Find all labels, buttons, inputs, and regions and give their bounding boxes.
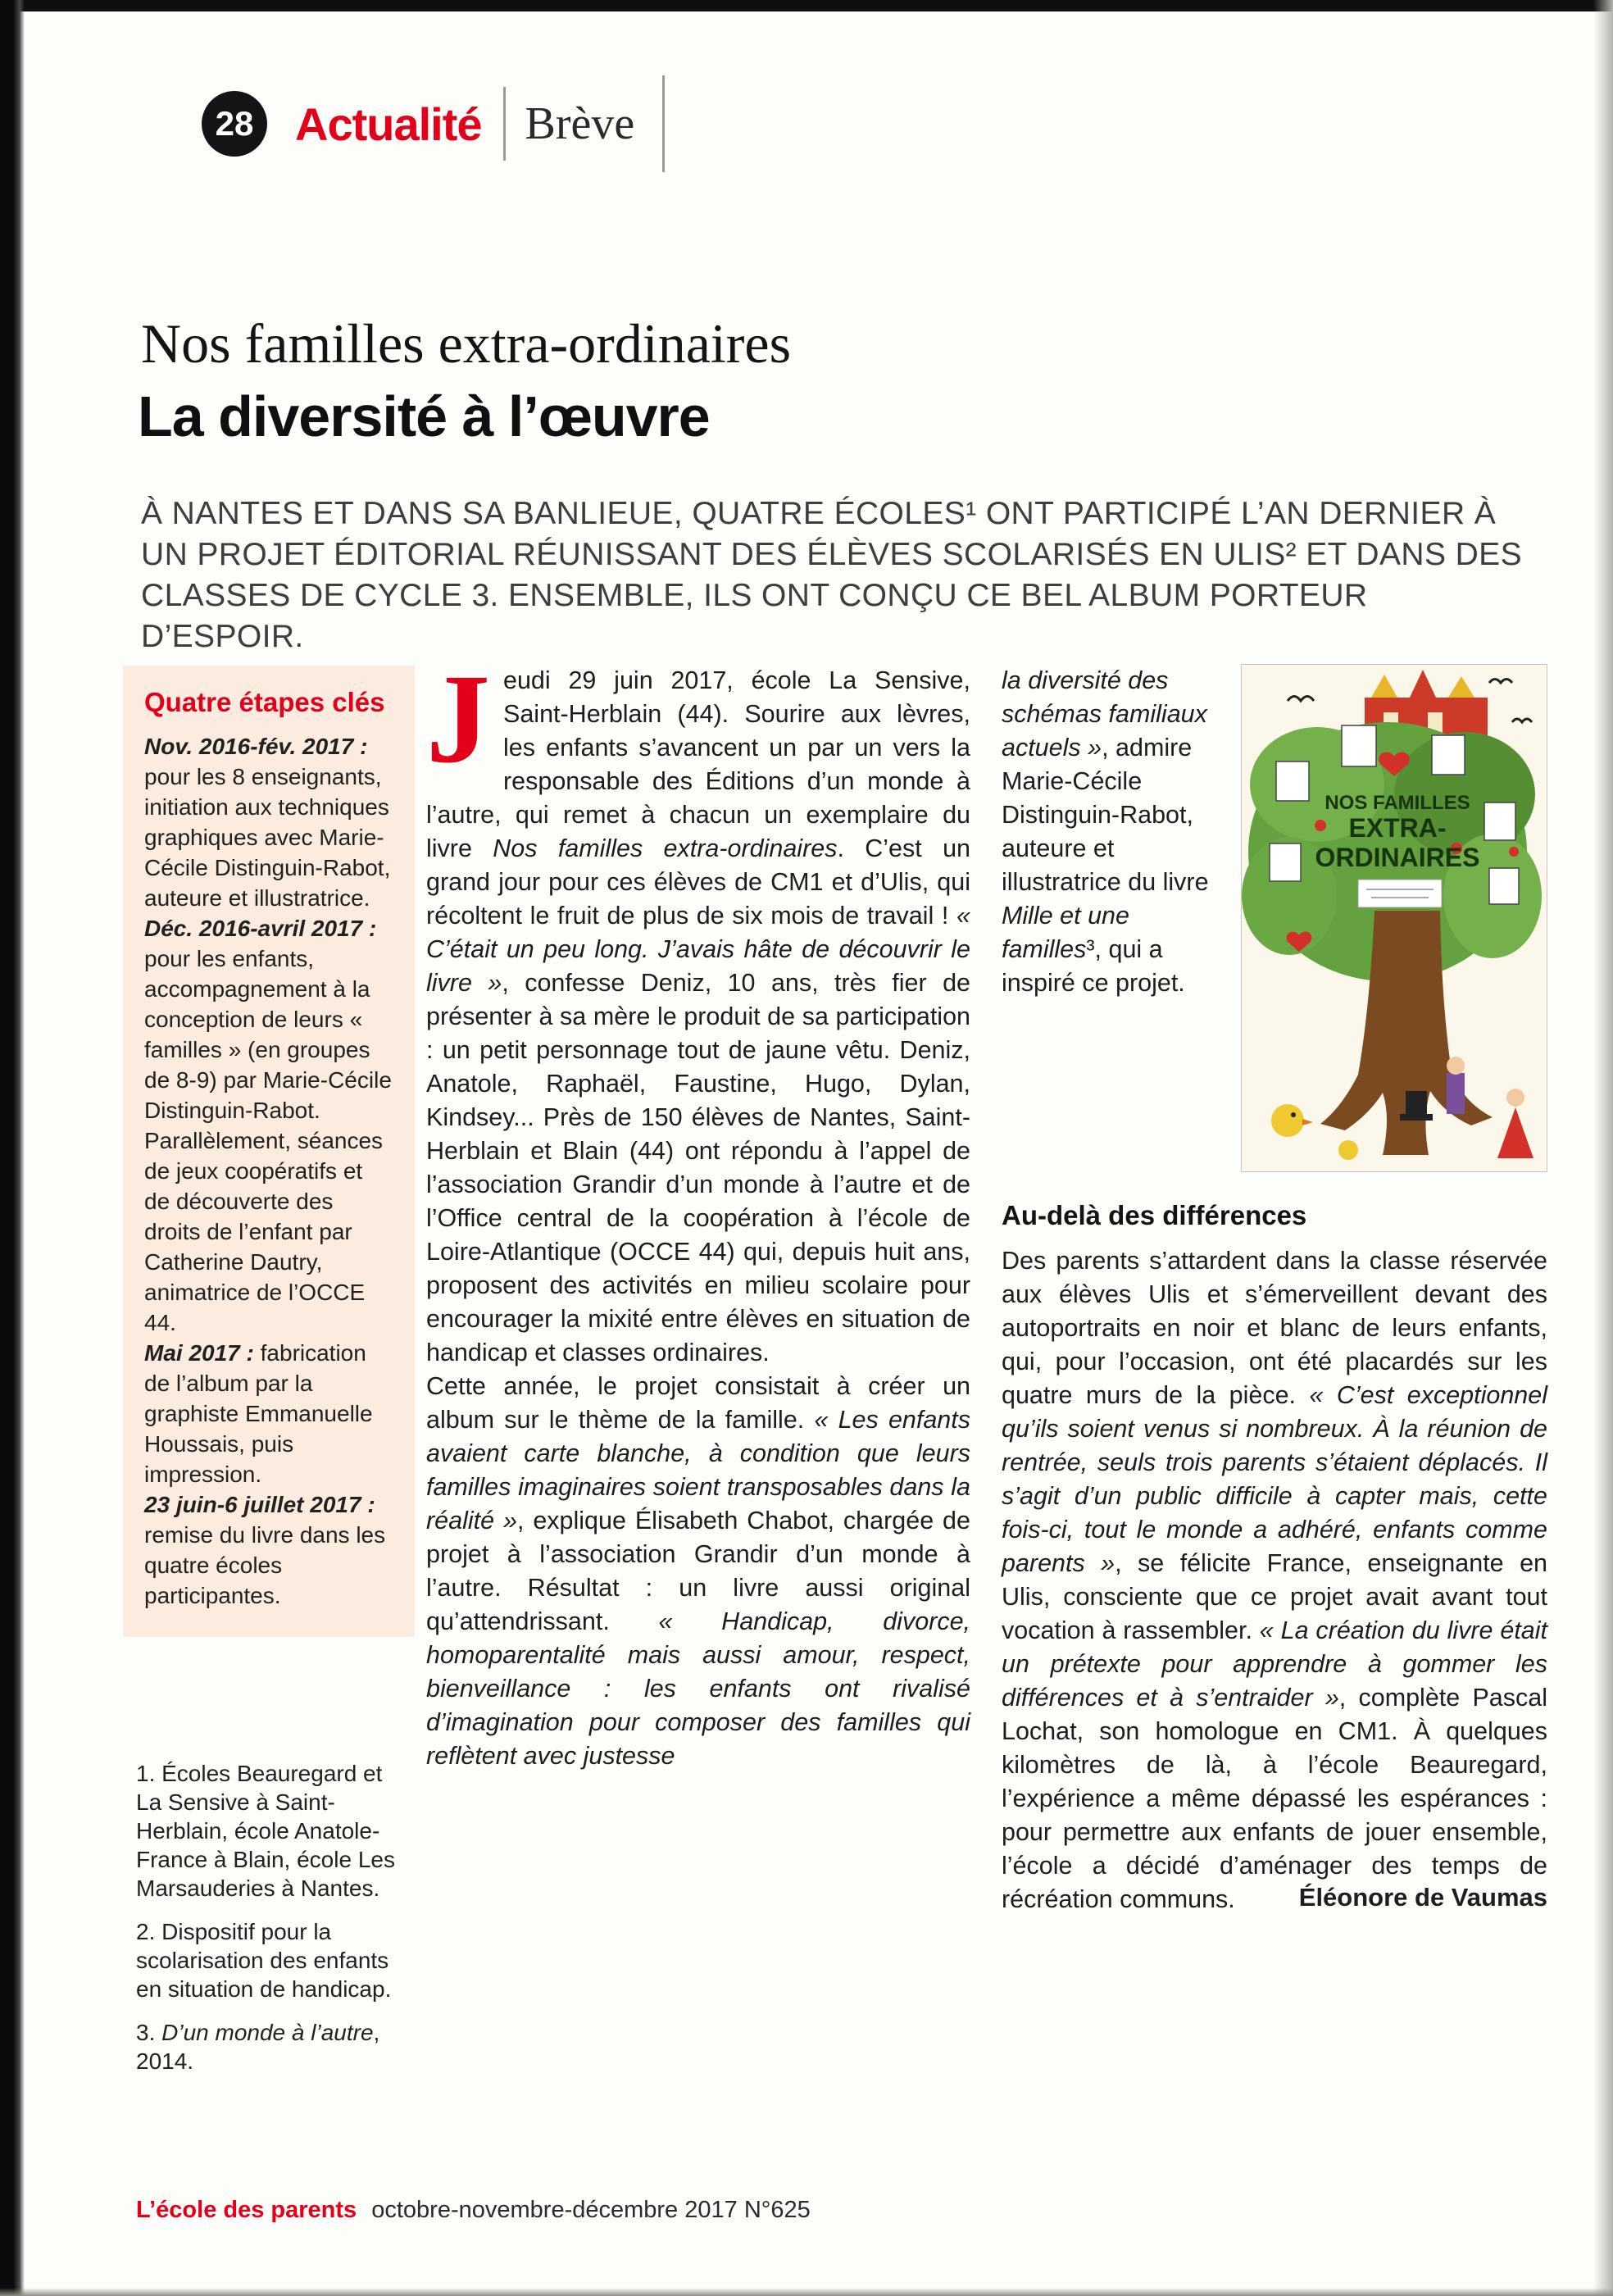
scan-edge-top [0, 0, 1613, 11]
footnote: 1. Écoles Beauregard et La Sensive à Saint-Herblain, école Anatole-France à Blain, école Les Marsauderies à Nantes. [136, 1761, 395, 1901]
sidebar-entry: Déc. 2016-avril 2017 : pour les enfants, accompagnement à la conception de leurs « familles » (en groupes de 8-9) par Marie-Cécile Distinguin-Rabot. Parallèlement, séances de jeux coopératifs et de découverte des droits de l’enfant par Catherine Dautry, animatrice de l’OCCE 44. [144, 916, 392, 1335]
page-header [202, 75, 665, 172]
cover-credit-label [1358, 880, 1442, 907]
article-column-1 [426, 648, 971, 1773]
sidebar-entry: Mai 2017 : fabrication de l’album par la graphiste Emmanuelle Houssais, puis impression. [144, 1340, 373, 1487]
article-paragraph: Des parents s’attardent dans la classe réservée aux élèves Ulis et s’émerveillent devant des autoportraits en noir et blanc de leurs enfants, qui, pour l’occasion, ont été placardés sur les quatre murs de la pièce. « C’est exceptionnel qu’ils soient venus si nombreux. À la réunion de rentrée, seuls trois parents s’étaient déplacés. Il s’agit d’un public difficile à capter mais, cette fois-ci, tout le monde a adhéré, enfants comme parents », se félicite France, enseignante en Ulis, consciente que ce projet avait avant tout vocation à rassembler. « La création du livre était un prétexte pour apprendre à gommer les différences et à s’entraider », complète Pascal Lochat, son homologue en CM1. À quelques kilomètres de là, à l’école Beauregard, l’expérience a même dépassé les espérances : pour permettre aux enfants de jouer ensemble, l’école a décidé d’aménager des temps de récréation communs. [1002, 1247, 1548, 1913]
article-continuation: la diversité des schémas familiaux actuels », admire Marie-Cécile Distinguin-Rabot, auteure et illustratrice du livre Mille et une familles³, qui a inspiré ce projet. [1002, 666, 1209, 997]
footnotes [136, 1759, 395, 2090]
magazine-name: L’école des parents [136, 2197, 357, 2223]
sidebar-entry: 23 juin-6 juillet 2017 : remise du livre dans les quatre écoles participantes. [144, 1492, 386, 1608]
article-paragraph [426, 648, 971, 1370]
header-divider [662, 75, 665, 172]
scan-edge-right [1593, 0, 1613, 2296]
scan-edge-bottom [0, 2288, 1613, 2296]
dropcap: J [426, 648, 490, 789]
rubric-label: Brève [525, 98, 635, 149]
scan-edge-left [0, 0, 25, 2296]
sidebar-title: Quatre étapes clés [144, 687, 385, 717]
header-divider [503, 87, 506, 161]
standfirst: À NANTES ET DANS SA BANLIEUE, QUATRE ÉCOLES¹ ONT PARTICIPÉ L’AN DERNIER À UN PROJET ÉDITORIAL RÉUNISSANT DES ÉLÈVES SCOLARISÉS EN ULIS² ET DANS DES CLASSES DE CYCLE 3. ENSEMBLE, ILS ONT CONÇU CE BEL ALBUM PORTEUR D’ESPOIR. [141, 496, 1522, 654]
section-heading: Au-delà des différences [1002, 1200, 1307, 1230]
right-top-row [1002, 664, 1547, 1172]
book-cover [1241, 664, 1547, 1172]
cover-title-line1: NOS FAMILLES [1324, 792, 1470, 814]
page-footer [136, 2197, 811, 2224]
cover-title-line2: EXTRA- [1348, 813, 1447, 843]
sidebar-entry: Nov. 2016-fév. 2017 : pour les 8 enseignants, initiation aux techniques graphiques avec Marie-Cécile Distinguin-Rabot, auteure et illustratrice. [144, 734, 391, 911]
section-label: Actualité [295, 98, 482, 150]
page-number: 28 [215, 104, 254, 143]
sidebar-box [123, 666, 415, 1637]
article-kicker: Nos familles extra-ordinaires [141, 312, 792, 375]
book-cover-illustration [1242, 665, 1547, 1171]
cover-title-line3: ORDINAIRES [1315, 843, 1480, 872]
issue-info: octobre-novembre-décembre 2017 N°625 [371, 2197, 811, 2223]
article-paragraph: Cette année, le projet consistait à créer un album sur le thème de la famille. « Les enfants avaient carte blanche, à condition que leurs familles imaginaires soient transposables dans la réalité », explique Élisabeth Chabot, chargée de projet à l’association Grandir d’un monde à l’autre. Résultat : un livre aussi original qu’attendrissant. « Handicap, divorce, homoparentalité mais aussi amour, respect, bienveillance : les enfants ont rivalisé d’imagination pour composer des familles qui reflètent avec justesse [426, 1372, 971, 1770]
footnote: 3. D’un monde à l’autre, 2014. [136, 2020, 380, 2074]
footnote: 2. Dispositif pour la scolarisation des enfants en situation de handicap. [136, 1919, 392, 2002]
article-title: La diversité à l’œuvre [138, 384, 710, 448]
author-byline: Éléonore de Vaumas [1298, 1883, 1547, 1912]
page-number-badge [202, 91, 267, 157]
article-column-2 [1002, 664, 1547, 1912]
paragraph-text: eudi 29 juin 2017, école La Sensive, Saint-Herblain (44). Sourire aux lèvres, les enfants s’avancent un par un vers la responsable des Éditions d’un monde à l’autre, qui remet à chacun un exemplaire du livre Nos familles extra-ordinaires. C’est un grand jour pour ces élèves de CM1 et d’Ulis, qui récoltent le fruit de plus de six mois de travail ! « C’était un peu long. J’avais hâte de découvrir le livre », confesse Deniz, 10 ans, très fier de présenter à sa mère le produit de sa participation : un petit personnage tout de jaune vêtu. Deniz, Anatole, Raphaël, Faustine, Hugo, Dylan, Kindsey... Près de 150 élèves de Nantes, Saint-Herblain et Blain (44) ont répondu à l’appel de l’association Grandir d’un monde à l’autre et de l’Office central de la coopération à l’école de Loire-Atlantique (OCCE 44) qui, depuis huit ans, proposent des activités en milieu scolaire pour encourager la mixité entre élèves en situation de handicap et classes ordinaires. [426, 666, 971, 1366]
